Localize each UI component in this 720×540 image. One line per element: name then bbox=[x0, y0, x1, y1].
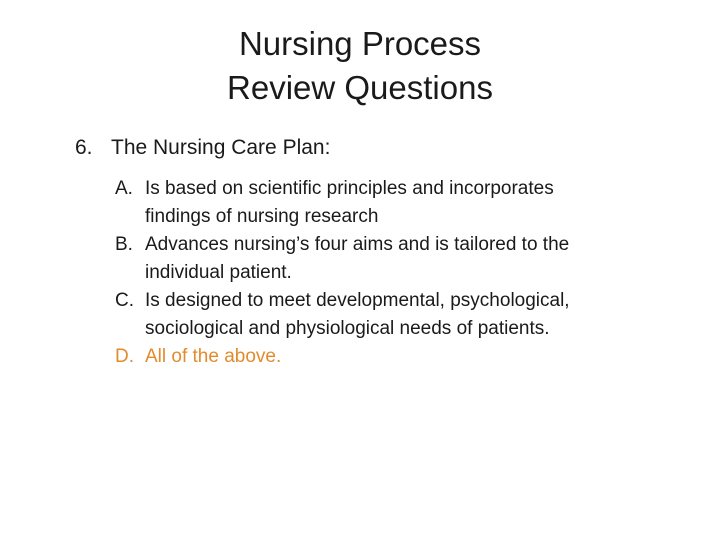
question bbox=[75, 134, 330, 162]
option-b bbox=[115, 231, 675, 287]
option-d-correct-answer bbox=[115, 343, 675, 371]
question-text: The Nursing Care Plan: bbox=[111, 136, 331, 159]
option-text-line: findings of nursing research bbox=[145, 206, 379, 227]
question-number: 6. bbox=[75, 136, 93, 159]
option-c bbox=[115, 287, 675, 343]
option-letter: A. bbox=[115, 178, 133, 199]
title-line-1: Nursing Process bbox=[238, 25, 482, 62]
title-line-2: Review Questions bbox=[227, 69, 493, 106]
option-text-line: individual patient. bbox=[145, 262, 292, 283]
option-letter: D. bbox=[115, 346, 134, 367]
option-text-line: Is designed to meet developmental, psychological, bbox=[145, 290, 570, 311]
option-text-line: sociological and physiological needs of patients. bbox=[145, 318, 550, 339]
slide-title bbox=[0, 22, 720, 110]
option-letter: C. bbox=[115, 290, 134, 311]
option-text-line: All of the above. bbox=[145, 346, 282, 367]
answer-options bbox=[115, 175, 675, 371]
option-a bbox=[115, 175, 675, 231]
option-letter: B. bbox=[115, 234, 133, 255]
option-text-line: Advances nursing’s four aims and is tailored to the bbox=[145, 234, 570, 255]
option-text-line: Is based on scientific principles and incorporates bbox=[145, 178, 554, 199]
